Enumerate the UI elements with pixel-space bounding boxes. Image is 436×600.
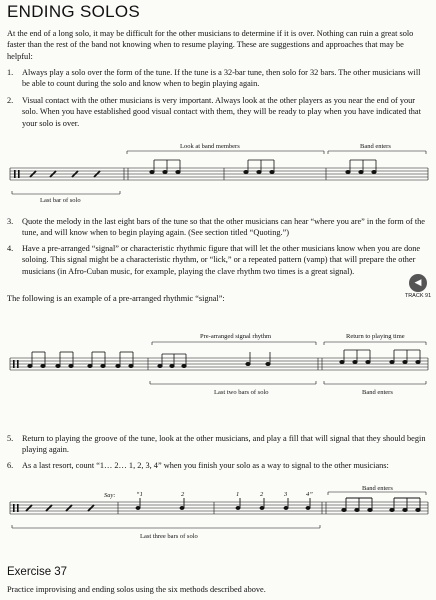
count-label: 2 xyxy=(181,491,185,498)
list-item xyxy=(7,67,427,91)
count-label: 1 xyxy=(236,491,240,498)
music-example-2 xyxy=(0,322,436,402)
example-intro: The following is an example of a pre-arranged rhythmic “signal”: xyxy=(7,294,225,303)
list-item-text: Always play a solo over the form of the tune. If the tune is a 32-bar tune, then solo for 32 bars. The other musicians will be able to count during the solo and know when to begin playing again. xyxy=(22,68,421,89)
band-enters-label: Band enters xyxy=(362,485,393,492)
intro-paragraph: At the end of a long solo, it may be difficult for the other musicians to determine if it is over. Nothing can ruin a great solo faster than the rest of the band not knowing when to resume playing. These are suggestions and approaches that may be helpful: xyxy=(7,29,414,61)
list-item-number: 3. xyxy=(7,217,14,226)
band-enters-label: Band enters xyxy=(362,389,393,396)
exercise-title: Exercise 37 xyxy=(7,566,68,578)
signal-label: Pre-arranged signal rhythm xyxy=(200,333,272,340)
list-item-text: As a last resort, count “1… 2… 1, 2, 3, 4” when you finish your solo as a way to signal to the other musicians: xyxy=(22,461,389,470)
speaker-icon: ◀ xyxy=(409,274,427,292)
count-label: 4” xyxy=(306,491,313,498)
list-item-number: 1. xyxy=(7,68,14,77)
list-item xyxy=(7,243,427,289)
last-three-label: Last three bars of solo xyxy=(140,533,198,540)
list-item xyxy=(7,95,427,131)
list-item-number: 4. xyxy=(7,244,14,253)
list-item-number: 2. xyxy=(7,96,14,105)
music-example-3 xyxy=(0,485,436,560)
page-title: ENDING SOLOS xyxy=(7,2,141,21)
list-item-text: Return to playing the groove of the tune, look at the other musicians, and play a fill that will signal that they should begin playing again. xyxy=(22,434,426,455)
last-bar-label: Last bar of solo xyxy=(40,197,81,204)
track-badge xyxy=(404,274,432,304)
list-item xyxy=(7,433,427,457)
track-label: TRACK 91 xyxy=(404,293,432,299)
list-item-text: Have a pre-arranged “signal” or characteristic rhythmic figure that will let the other musicians know when you are done soloing. This signal might be a characteristic rhythm, or “lick,” or a repeated pattern (vamp) that will prepare the other musicians (in Afro-Cuban music, for example, playing the clave rhythm two times is a great signal). xyxy=(22,244,421,276)
list-item xyxy=(7,460,427,484)
band-enters-label: Band enters xyxy=(360,143,391,150)
music-example-1 xyxy=(0,138,436,218)
list-item-text: Quote the melody in the last eight bars of the tune so that the other musicians can hear “where you are” in the form of the tune, and will know when to begin playing again. (See section titled “Quoting.”) xyxy=(22,217,425,238)
list-item xyxy=(7,216,427,240)
list-item-text: Visual contact with the other musicians is very important. Always look at the other players as you near the end of your solo. When you have established good visual contact with them, they will be ready to play when you have indicated that your solo is over. xyxy=(22,96,421,128)
look-label: Look at band members xyxy=(180,143,240,150)
exercise-text: Practice improvising and ending solos using the six methods described above. xyxy=(7,585,266,594)
return-label: Return to playing time xyxy=(346,333,405,340)
last-two-label: Last two bars of solo xyxy=(214,389,269,396)
count-label: “1 xyxy=(136,491,143,498)
list-item-number: 6. xyxy=(7,461,14,470)
count-label: 2 xyxy=(260,491,264,498)
say-label: Say: xyxy=(104,492,116,499)
count-label: 3 xyxy=(284,491,288,498)
list-item-number: 5. xyxy=(7,434,14,443)
